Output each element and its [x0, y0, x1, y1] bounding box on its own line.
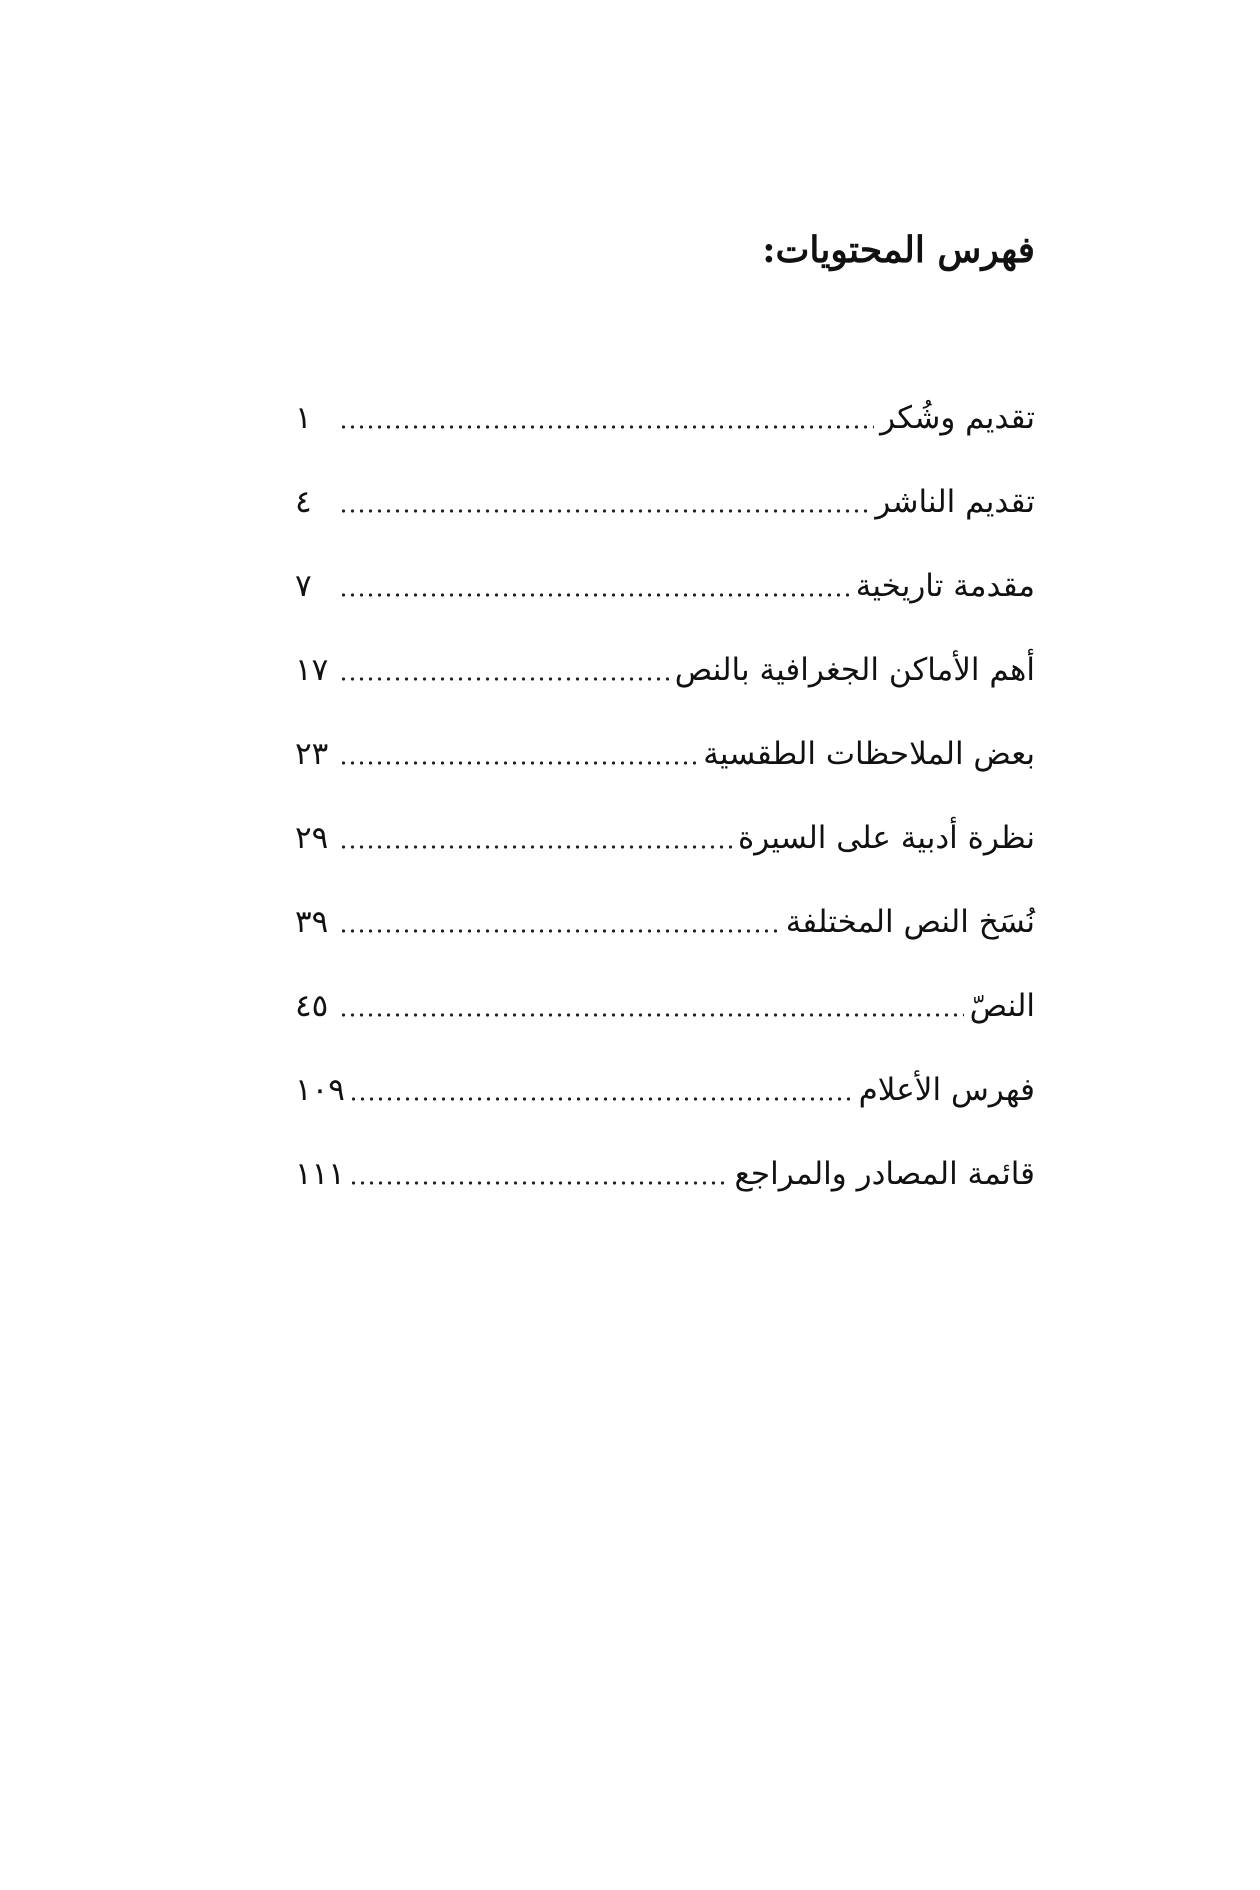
- toc-entry: [295, 1132, 1035, 1216]
- dot-leader: [339, 1012, 964, 1018]
- toc-entry-page: ١٠٩: [295, 1072, 345, 1108]
- toc-entry-page: ٢٩: [295, 820, 329, 856]
- toc-title: فهرس المحتويات:: [762, 229, 1035, 271]
- toc-entry-label: فهرس الأعلام: [858, 1072, 1035, 1108]
- toc-entry-page: ٤٥: [295, 988, 329, 1024]
- toc-entry-page: ١١١: [295, 1156, 345, 1192]
- toc-entry-label: تقديم وشُكر: [880, 400, 1035, 436]
- dot-leader: [349, 1180, 728, 1186]
- dot-leader: [339, 508, 869, 514]
- toc-entry: [295, 796, 1035, 880]
- dot-leader: [339, 592, 850, 598]
- toc-entry-page: ٣٩: [295, 904, 329, 940]
- toc-entry: [295, 460, 1035, 544]
- toc-entry-label: نظرة أدبية على السيرة: [738, 820, 1035, 856]
- toc-entry-label: نُسَخ النص المختلفة: [785, 904, 1035, 940]
- toc-entry: [295, 376, 1035, 460]
- dot-leader: [339, 928, 780, 934]
- dot-leader: [349, 1096, 853, 1102]
- toc-entry-label: تقديم الناشر: [875, 484, 1035, 520]
- toc-entry: [295, 628, 1035, 712]
- toc-entry-label: النصّ: [969, 988, 1035, 1024]
- toc-entry-label: أهم الأماكن الجغرافية بالنص: [674, 652, 1035, 688]
- toc-entry-label: بعض الملاحظات الطقسية: [703, 736, 1035, 772]
- toc-entry-page: ٤: [295, 484, 312, 520]
- toc-entry-page: ٢٣: [295, 736, 329, 772]
- dot-leader: [339, 676, 669, 682]
- toc-entry: [295, 880, 1035, 964]
- dot-leader: [339, 760, 697, 766]
- toc-entry-page: ١٧: [295, 652, 329, 688]
- toc-entry-label: مقدمة تاريخية: [855, 568, 1035, 604]
- dot-leader: [339, 844, 732, 850]
- toc-entry: [295, 544, 1035, 628]
- toc-entry-label: قائمة المصادر والمراجع: [734, 1156, 1035, 1192]
- toc-entry-page: ١: [295, 400, 312, 436]
- toc-entry: [295, 712, 1035, 796]
- toc-entry: [295, 964, 1035, 1048]
- toc-entry-page: ٧: [295, 568, 312, 604]
- dot-leader: [339, 424, 874, 430]
- toc-entry: [295, 1048, 1035, 1132]
- toc-list: [295, 376, 1035, 1216]
